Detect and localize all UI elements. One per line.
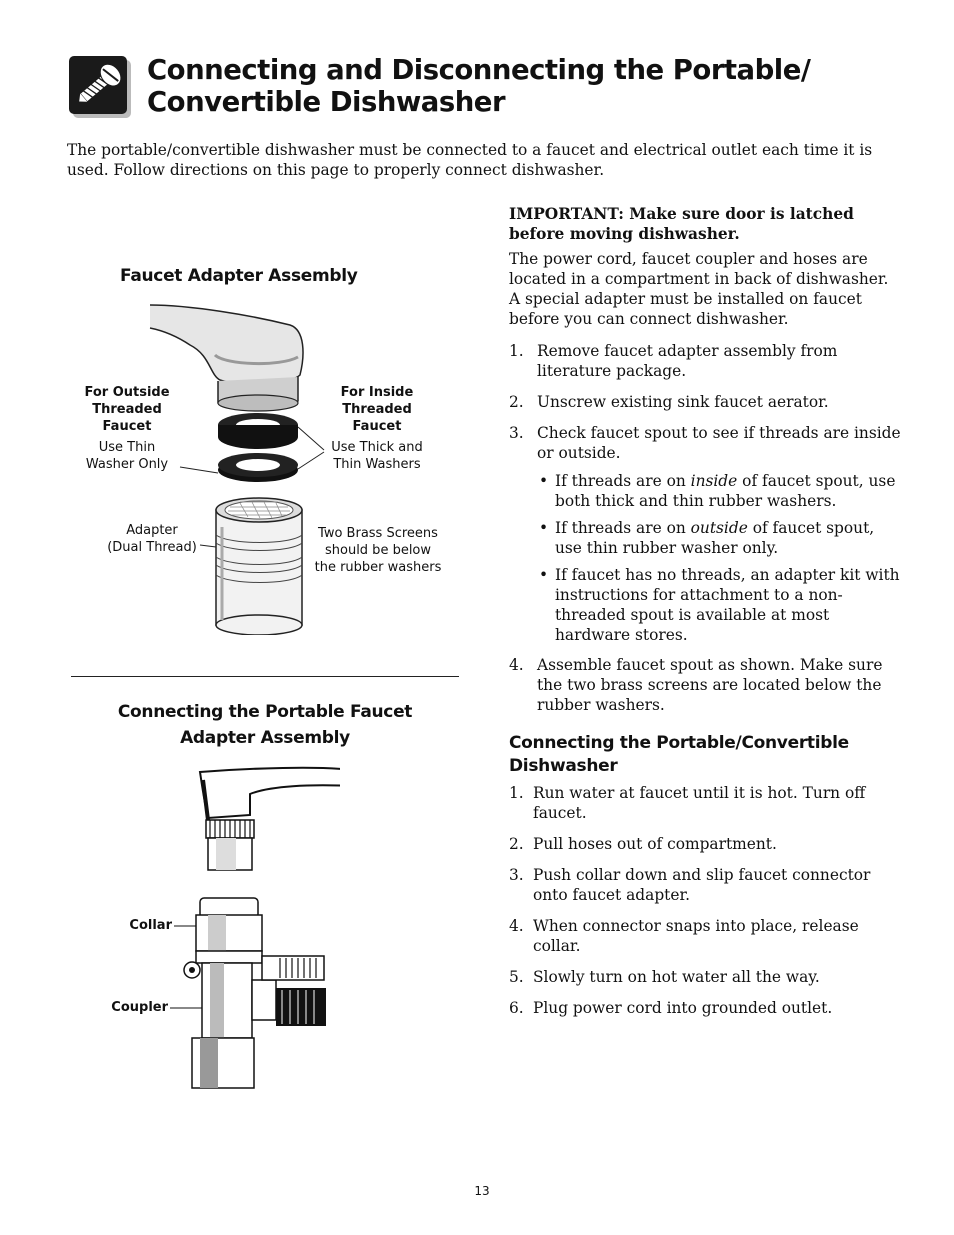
step-number: 2. xyxy=(509,393,524,411)
list-item xyxy=(509,565,904,645)
page-number: 13 xyxy=(474,1184,490,1198)
list-item xyxy=(509,341,904,381)
step-number: 1. xyxy=(509,784,524,802)
list-item xyxy=(509,834,904,854)
step-text: Check faucet spout to see if threads are inside or outside. xyxy=(537,424,901,462)
list-item xyxy=(509,783,904,823)
adapter-steps-list-continued xyxy=(509,655,904,715)
intro-paragraph: The portable/convertible dishwasher must be connected to a faucet and electrical outlet each time it is used. Follow directions on this page to properly connect dishwasher. xyxy=(67,141,873,179)
inside-threaded-faucet-label xyxy=(318,384,436,473)
bullet-icon: • xyxy=(539,519,549,537)
page-title-line-2: Convertible Dishwasher xyxy=(147,86,506,118)
outside-note-line-1: Use Thin xyxy=(98,440,156,455)
step-number: 5. xyxy=(509,968,524,986)
inside-note-line-1: Use Thick and xyxy=(331,440,423,455)
outside-title-line-3: Faucet xyxy=(102,419,152,434)
adapter-label-line-1: Adapter xyxy=(126,523,178,538)
step-number: 3. xyxy=(509,866,524,884)
screens-line-1: Two Brass Screens xyxy=(318,526,438,541)
compartment-paragraph: The power cord, faucet coupler and hoses are located in a compartment in back of dishwasher. A special adapter must be installed on faucet before you can connect dishwasher. xyxy=(509,250,889,328)
outside-title-line-2: Threaded xyxy=(92,402,162,417)
list-item xyxy=(509,471,904,511)
bullet-text: If faucet has no threads, an adapter kit with instructions for attachment to a non-threaded spout is available at most hardware stores. xyxy=(555,566,900,644)
bullet-emphasis: outside xyxy=(690,519,748,537)
fig2-heading-line-2: Adapter Assembly xyxy=(180,728,350,748)
adapter-label-line-2: (Dual Thread) xyxy=(107,540,197,555)
bullet-text: of faucet spout, use thin rubber washer only. xyxy=(555,519,875,557)
step-text: Assemble faucet spout as shown. Make sure the two brass screens are located below the rubber washers. xyxy=(537,656,883,714)
step-number: 4. xyxy=(509,917,524,935)
step-text: When connector snaps into place, release collar. xyxy=(533,917,859,955)
connecting-faucet-adapter-heading xyxy=(80,699,450,751)
list-item xyxy=(509,518,904,558)
page-title xyxy=(147,54,887,118)
important-note: IMPORTANT: Make sure door is latched before moving dishwasher. xyxy=(509,205,854,243)
list-item xyxy=(509,392,904,412)
page-title-line-1: Connecting and Disconnecting the Portable/ xyxy=(147,54,811,86)
bullet-text: of faucet spout, use both thick and thin rubber washers. xyxy=(555,472,896,510)
section-divider xyxy=(71,676,459,677)
inside-note-line-2: Thin Washers xyxy=(333,457,421,472)
inside-title-line-2: Threaded xyxy=(342,402,412,417)
list-item xyxy=(509,655,904,715)
screens-line-3: the rubber washers xyxy=(314,560,442,575)
bullet-icon: • xyxy=(539,472,549,490)
outside-threaded-faucet-label xyxy=(72,384,182,473)
screw-icon xyxy=(69,56,133,120)
step-number: 6. xyxy=(509,999,524,1017)
instructions-column xyxy=(509,204,904,1018)
step-text: Plug power cord into grounded outlet. xyxy=(533,999,833,1017)
outside-title-line-1: For Outside xyxy=(84,385,170,400)
step-number: 1. xyxy=(509,342,524,360)
fig2-heading-line-1: Connecting the Portable Faucet xyxy=(117,702,413,722)
step-text: Pull hoses out of compartment. xyxy=(533,835,777,853)
bullet-emphasis: inside xyxy=(690,472,738,490)
bullet-icon: • xyxy=(539,566,549,584)
adapter-label xyxy=(96,522,208,556)
list-item xyxy=(509,865,904,905)
list-item xyxy=(509,998,904,1018)
connecting-dishwasher-heading: Connecting the Portable/Convertible Dishwasher xyxy=(509,733,849,776)
step-number: 3. xyxy=(509,424,524,442)
collar-label: Collar xyxy=(129,918,172,933)
step-number: 2. xyxy=(509,835,524,853)
step-text: Push collar down and slip faucet connector onto faucet adapter. xyxy=(533,866,871,904)
outside-note-line-2: Washer Only xyxy=(85,457,169,472)
step-number: 4. xyxy=(509,656,524,674)
bullet-text: If threads are on xyxy=(555,472,691,490)
faucet-adapter-assembly-heading: Faucet Adapter Assembly xyxy=(120,266,358,286)
thread-bullets-list xyxy=(509,471,904,645)
connect-steps-list xyxy=(509,783,904,1018)
step-text: Slowly turn on hot water all the way. xyxy=(533,968,820,986)
step-text: Remove faucet adapter assembly from literature package. xyxy=(537,342,838,380)
inside-title-line-3: Faucet xyxy=(352,419,402,434)
list-item xyxy=(509,423,904,463)
screens-line-2: should be below xyxy=(324,543,432,558)
bullet-text: If threads are on xyxy=(555,519,691,537)
inside-title-line-1: For Inside xyxy=(340,385,414,400)
coupler-label: Coupler xyxy=(111,1000,168,1015)
list-item xyxy=(509,967,904,987)
list-item xyxy=(509,916,904,956)
brass-screens-label xyxy=(304,525,452,576)
step-text: Unscrew existing sink faucet aerator. xyxy=(537,393,829,411)
step-text: Run water at faucet until it is hot. Turn off faucet. xyxy=(533,784,866,822)
adapter-steps-list xyxy=(509,341,904,463)
